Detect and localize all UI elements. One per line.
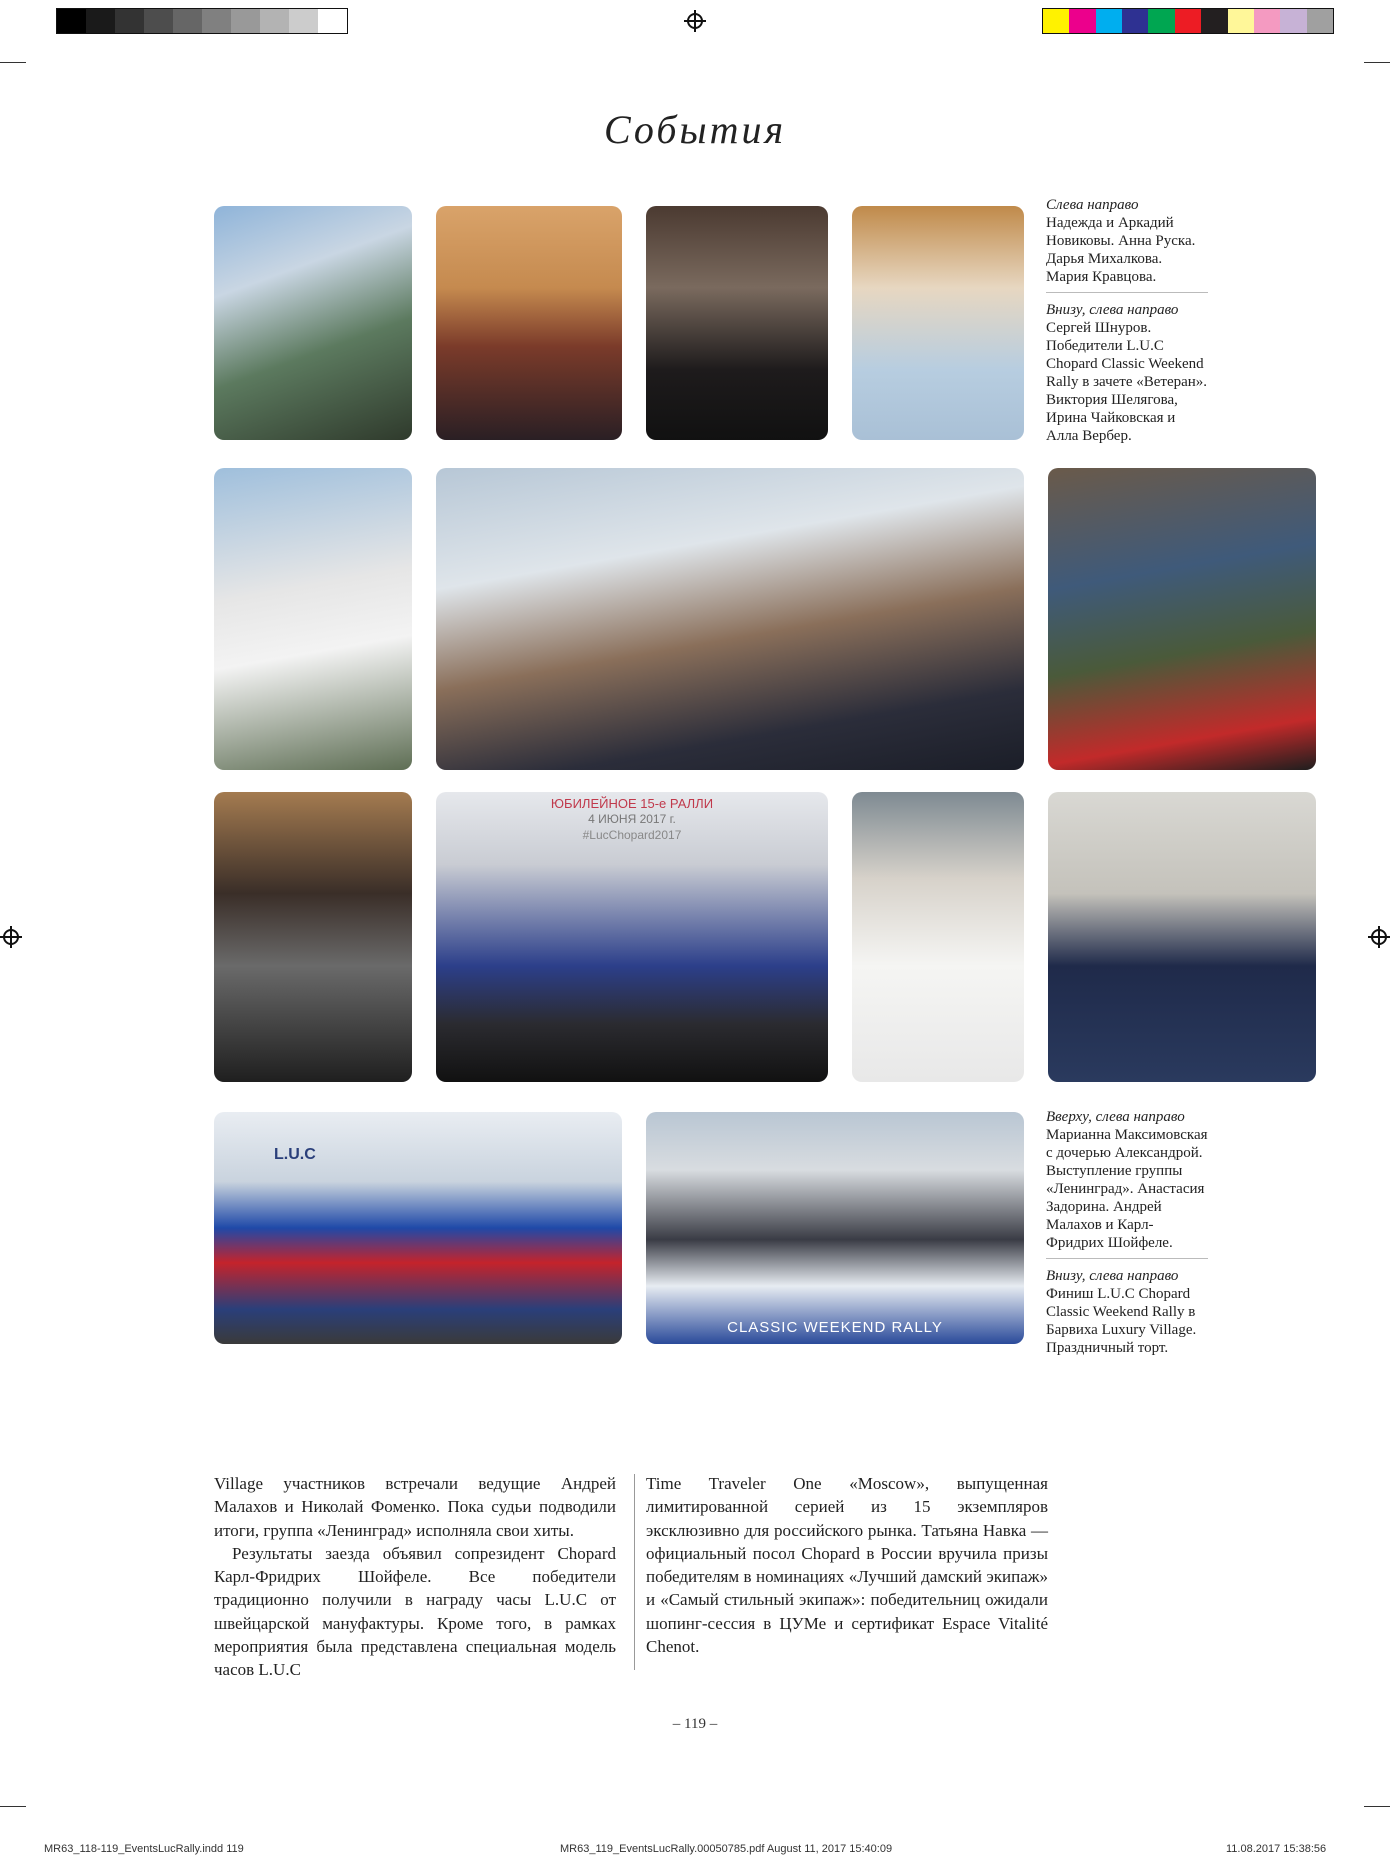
photo-novikovs — [214, 206, 412, 440]
photo-rally-finish-cadillac — [214, 1112, 622, 1344]
photo-darya-mikhalkova — [646, 206, 828, 440]
cake-banner-label: CLASSIC WEEKEND RALLY — [727, 1319, 943, 1336]
caption-text: Надежда и Аркадий Новиковы. Анна Руска. Дарья Михалкова. Мария Кравцова. — [1046, 215, 1196, 285]
photo-celebration-cake — [646, 1112, 1024, 1344]
crop-mark — [0, 1806, 26, 1807]
process-color-bar — [1042, 8, 1334, 34]
caption-bottom — [1046, 1108, 1208, 1357]
registration-mark-icon — [684, 10, 706, 32]
caption-divider — [1046, 1258, 1208, 1259]
crop-mark — [1364, 62, 1390, 63]
photo-leningrad-concert — [436, 792, 828, 1082]
caption-heading: Внизу, слева направо — [1046, 1268, 1179, 1284]
slug-center: MR63_119_EventsLucRally.00050785.pdf August 11, 2017 15:40:09 — [560, 1843, 893, 1855]
article-paragraph: Village участников встречали ведущие Андрей Малахов и Николай Фоменко. Пока судьи подводили итоги, группа «Ленинград» исполняла свои хиты. — [214, 1474, 616, 1540]
caption-text: Сергей Шнуров. Победители L.U.C Chopard Classic Weekend Rally в зачете «Ветеран». Виктория Шелягова, Ирина Чайковская и Алла Вербер. — [1046, 320, 1208, 444]
caption-top — [1046, 196, 1208, 445]
article-column-right — [646, 1472, 1048, 1658]
registration-mark-icon — [0, 926, 22, 948]
stage-banner-title: ЮБИЛЕЙНОЕ 15-е РАЛЛИ — [550, 796, 714, 811]
photo-rally-winners — [436, 468, 1024, 770]
caption-heading: Слева направо — [1046, 197, 1139, 213]
column-divider — [634, 1474, 635, 1670]
page-number: – 119 – — [672, 1716, 718, 1732]
slug-right: 11.08.2017 15:38:56 — [1226, 1843, 1327, 1855]
caption-heading: Вверху, слева направо — [1046, 1109, 1185, 1125]
article-paragraph: Результаты заезда объявил сопрезидент Chopard Карл-Фридрих Шойфеле. Все победители традиционно получили в награду часы L.U.C от швейцарской мануфактуры. Кроме того, в рамках мероприятия была представлена специальная модель часов L.U.C — [214, 1543, 616, 1680]
caption-text: Марианна Максимовская с дочерью Александрой. Выступление группы «Ленинград». Анастасия Задорина. Андрей Малахов и Карл-Фридрих Шойфеле. — [1046, 1127, 1208, 1251]
photo-shelyagova-chaikovskaya-verber — [1048, 468, 1316, 770]
car-sign-label: L.U.C — [274, 1146, 316, 1163]
slug-left: MR63_118-119_EventsLucRally.indd 119 — [44, 1843, 244, 1855]
photo-maksimovskaya — [214, 792, 412, 1082]
caption-text: Финиш L.U.C Chopard Classic Weekend Rally в Барвиха Luxury Village. Праздничный торт. — [1046, 1286, 1197, 1356]
photo-sergey-shnurov — [214, 468, 412, 770]
photo-maria-kravtsova — [852, 206, 1024, 440]
section-title: События — [603, 107, 787, 152]
caption-divider — [1046, 292, 1208, 293]
stage-banner-date: 4 ИЮНЯ 2017 г. — [588, 812, 676, 826]
article-paragraph: Time Traveler One «Moscow», выпущенная лимитированной серией из 15 экземпляров эксклюзивно для российского рынка. Татьяна Навка — официальный посол Chopard в России вручила призы победителям в номинациях «Лучший дамский экипаж» и «Самый стильный экипаж»: победительниц ожидали шопинг-сессия в ЦУМе и сертификат Espace Vitalité Chenot. — [646, 1474, 1048, 1657]
caption-heading: Внизу, слева направо — [1046, 302, 1179, 318]
photo-malakhov-scheufele — [1048, 792, 1316, 1082]
crop-mark — [0, 62, 26, 63]
crop-mark — [1364, 1806, 1390, 1807]
article-column-left — [214, 1472, 616, 1682]
registration-mark-icon — [1368, 926, 1390, 948]
grayscale-color-bar — [56, 8, 348, 34]
stage-banner-hashtag: #LucChopard2017 — [582, 828, 682, 842]
photo-anastasia-zadorina — [852, 792, 1024, 1082]
photo-anna-ruska — [436, 206, 622, 440]
